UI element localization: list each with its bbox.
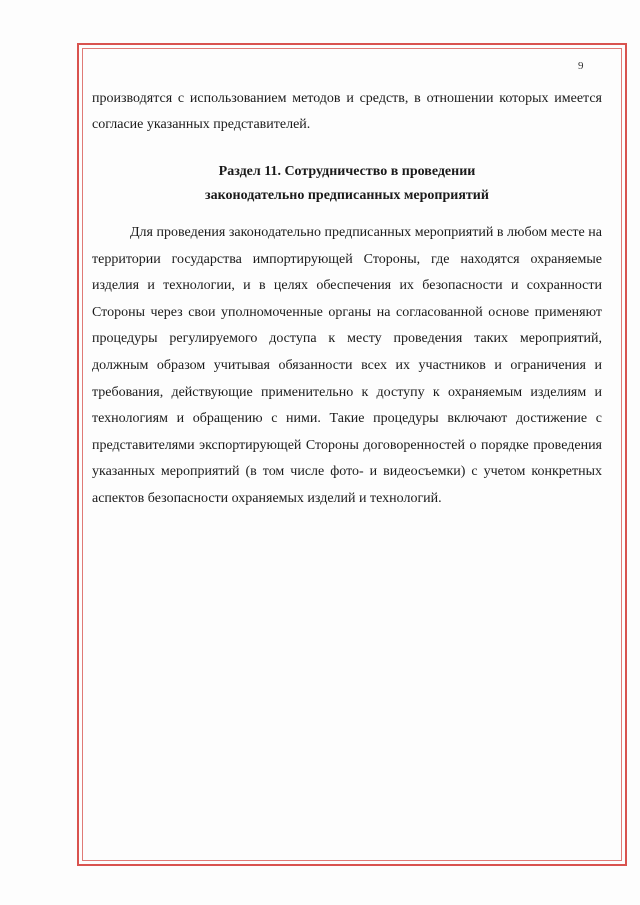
section-paragraph: Для проведения законодательно предписанных мероприятий в любом месте на территории государства импортирующей Стороны, где находятся охраняемые изделия и технологии, и в целях обеспечения их безопасности и сохранности Стороны через свои уполномоченные органы на согласованной основе применяют процедуры регулируемого доступа к месту проведения таких мероприятий, должным образом учитывая обязанности всех их участников и ограничения и требования, действующие применительно к доступу к охраняемым изделиям и технологиям и обращению с ними. Такие процедуры включают достижение с представителями экспортирующей Стороны договоренностей о порядке проведения указанных мероприятий (в том числе фото- и видеосъемки) с учетом конкретных аспектов безопасности охраняемых изделий и технологий. — [92, 225, 602, 506]
continuation-paragraph: производятся с использованием методов и средств, в отношении которых имеется согласие указанных представителей. — [92, 91, 602, 132]
section-title-line2: законодательно предписанных мероприятий — [205, 188, 489, 203]
section-title-line1: Раздел 11. Сотрудничество в проведении — [218, 164, 476, 179]
page-number: 9 — [578, 60, 584, 72]
document-body — [92, 86, 602, 513]
section-heading — [92, 160, 602, 208]
